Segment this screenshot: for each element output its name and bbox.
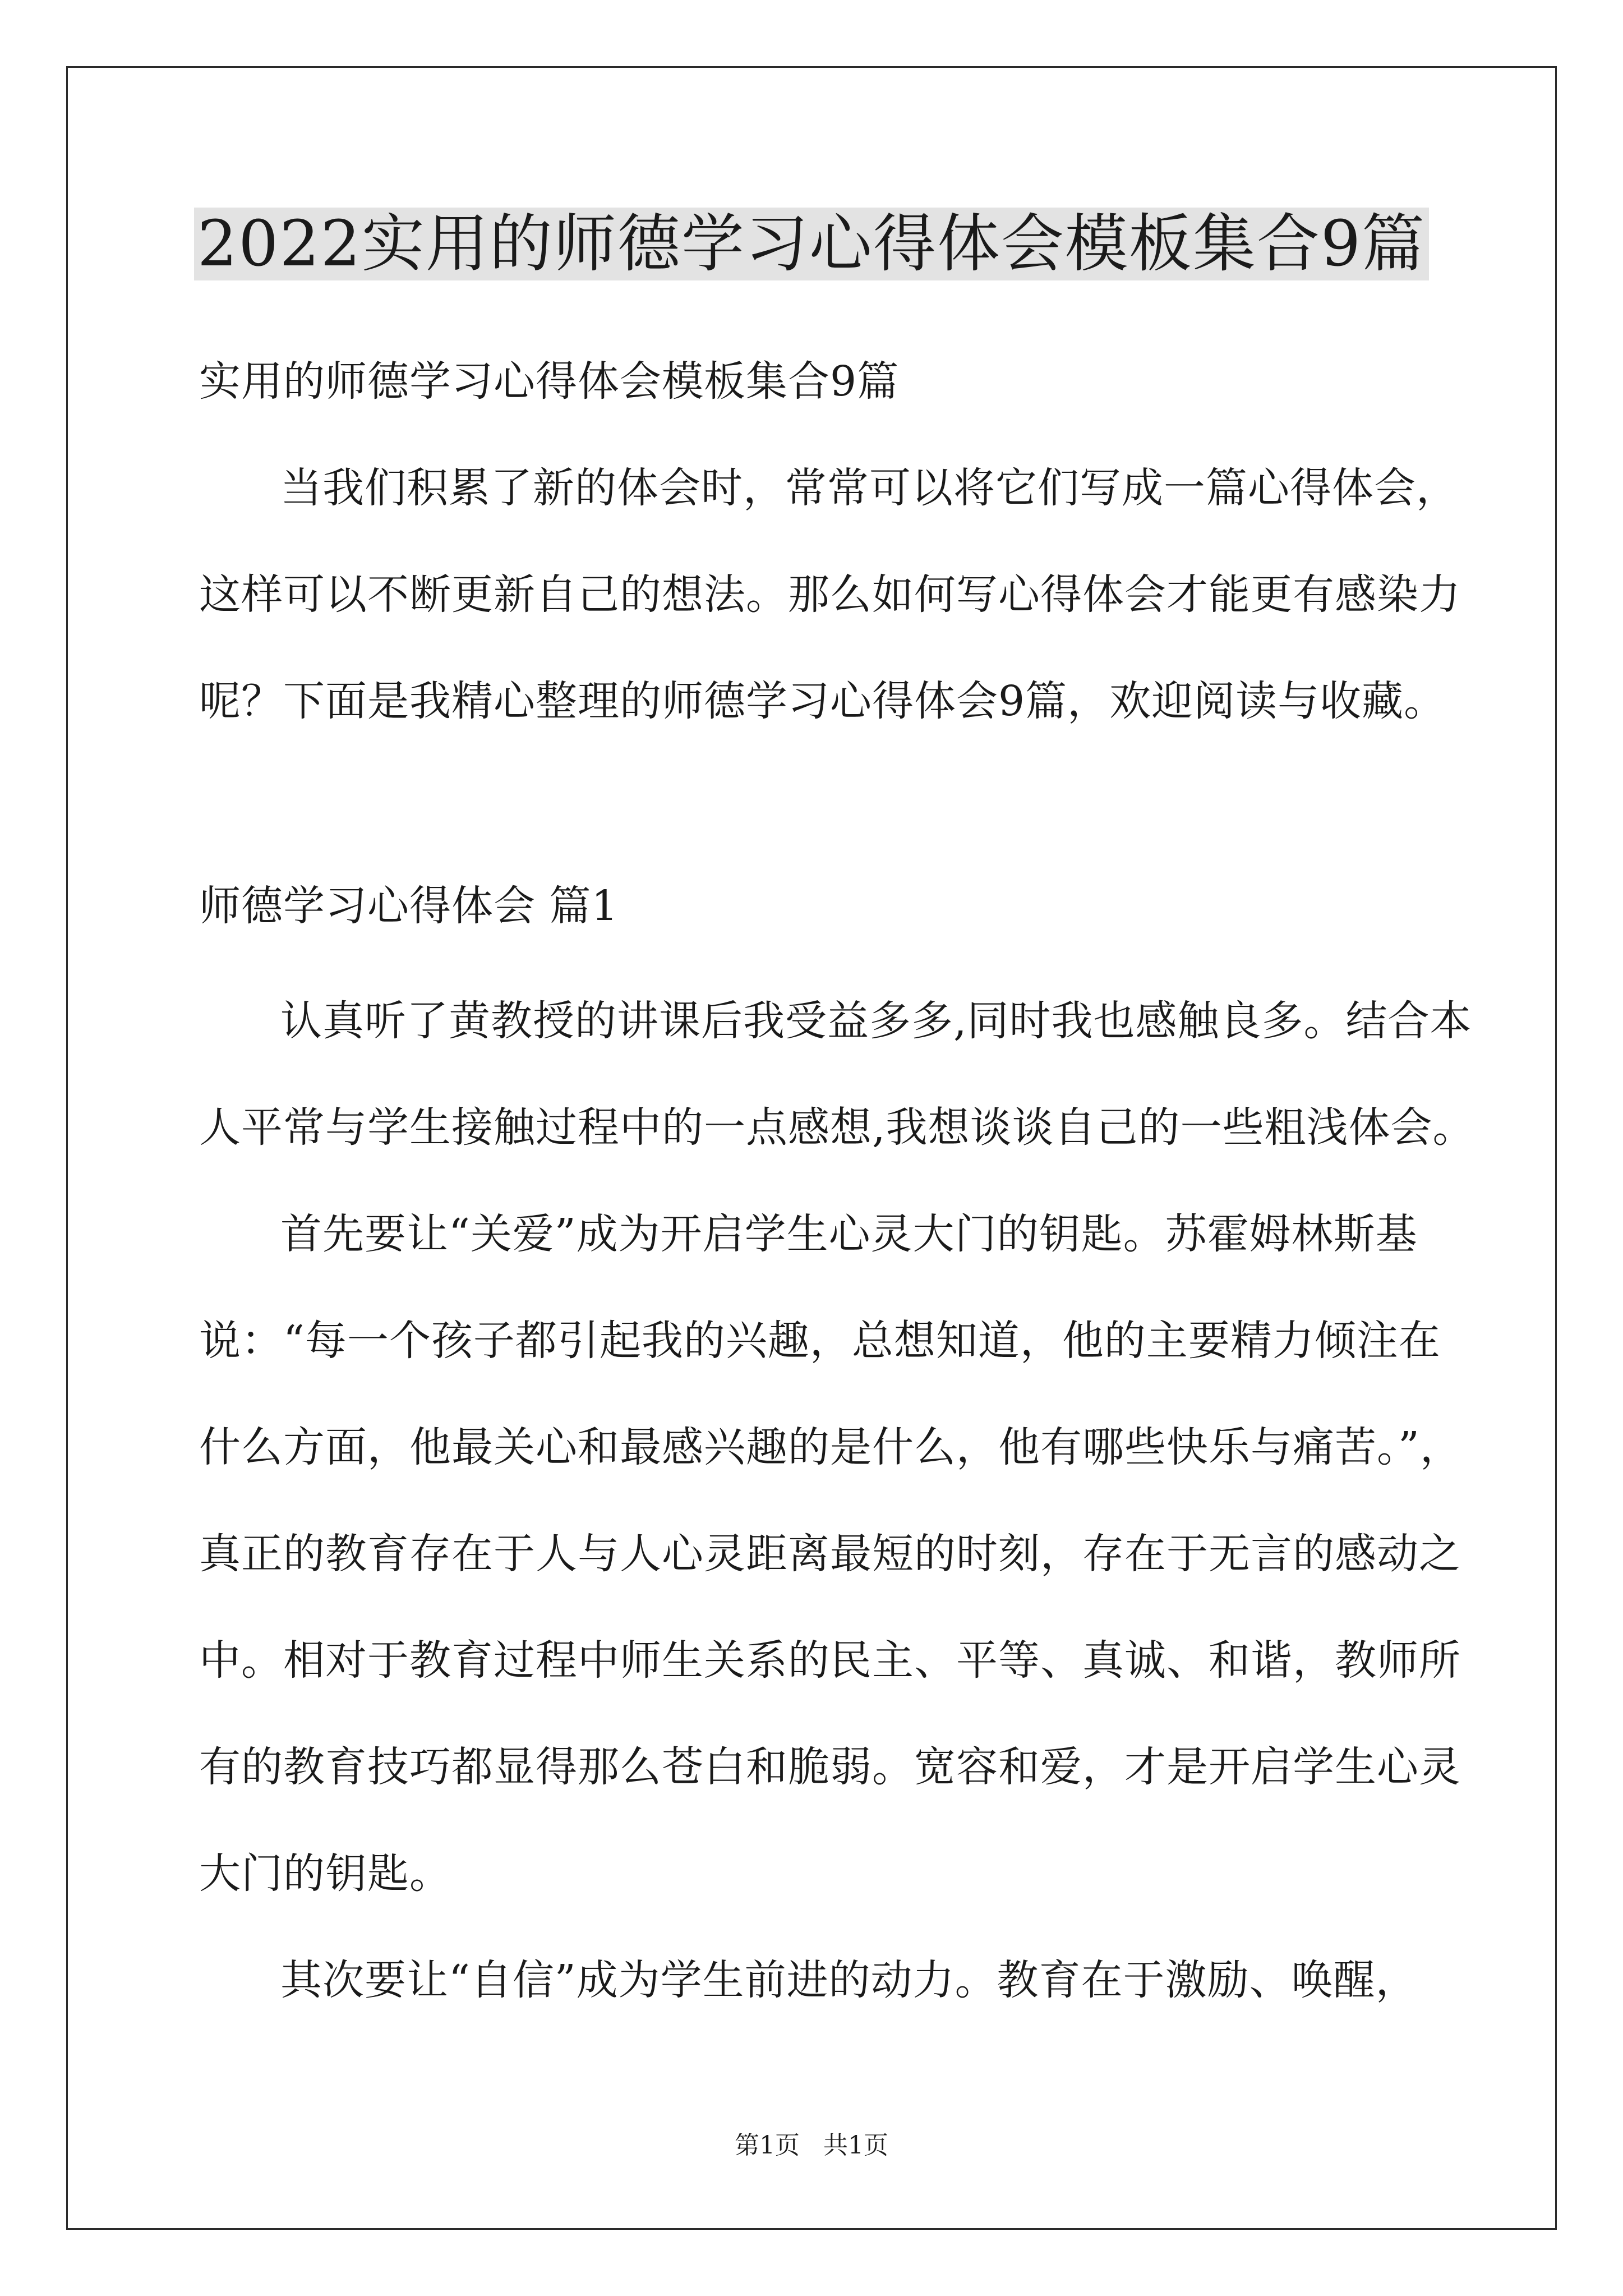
body-line-4: 说：“每一个孩子都引起我的兴趣，总想知道，他的主要精力倾注在 — [199, 1317, 1441, 1365]
body-line-2: 人平常与学生接触过程中的一点感想,我想谈谈自己的一些粗浅体会。 — [199, 1103, 1475, 1152]
intro-line-3: 呢？下面是我精心整理的师德学习心得体会9篇，欢迎阅读与收藏。 — [199, 677, 1446, 725]
intro-line-1: 当我们积累了新的体会时，常常可以将它们写成一篇心得体会， — [280, 464, 1458, 512]
body-line-10: 其次要让“自信”成为学生前进的动力。教育在于激励、唤醒， — [280, 1956, 1418, 2004]
document-title — [0, 202, 1623, 286]
body-line-5: 什么方面，他最关心和最感兴趣的是什么，他有哪些快乐与痛苦。”， — [199, 1423, 1462, 1471]
document-subtitle: 实用的师德学习心得体会模板集合9篇 — [199, 357, 900, 406]
intro-line-2: 这样可以不断更新自己的想法。那么如何写心得体会才能更有感染力 — [199, 570, 1461, 619]
page-number: 第1页 — [735, 2131, 800, 2160]
body-line-1: 认真听了黄教授的讲课后我受益多多,同时我也感触良多。结合本 — [280, 997, 1472, 1045]
page-total: 共1页 — [823, 2131, 888, 2160]
body-line-3: 首先要让“关爱”成为开启学生心灵大门的钥匙。苏霍姆林斯基 — [280, 1210, 1418, 1258]
body-line-9: 大门的钥匙。 — [199, 1849, 451, 1898]
body-line-6: 真正的教育存在于人与人心灵距离最短的时刻，存在于无言的感动之 — [199, 1530, 1461, 1578]
body-line-8: 有的教育技巧都显得那么苍白和脆弱。宽容和爱，才是开启学生心灵 — [199, 1743, 1461, 1791]
page-footer — [0, 2129, 1623, 2162]
section-heading: 师德学习心得体会 篇1 — [199, 882, 619, 930]
document-title-text: 2022实用的师德学习心得体会模板集合9篇 — [194, 208, 1429, 280]
body-line-7: 中。相对于教育过程中师生关系的民主、平等、真诚、和谐，教师所 — [199, 1636, 1461, 1685]
